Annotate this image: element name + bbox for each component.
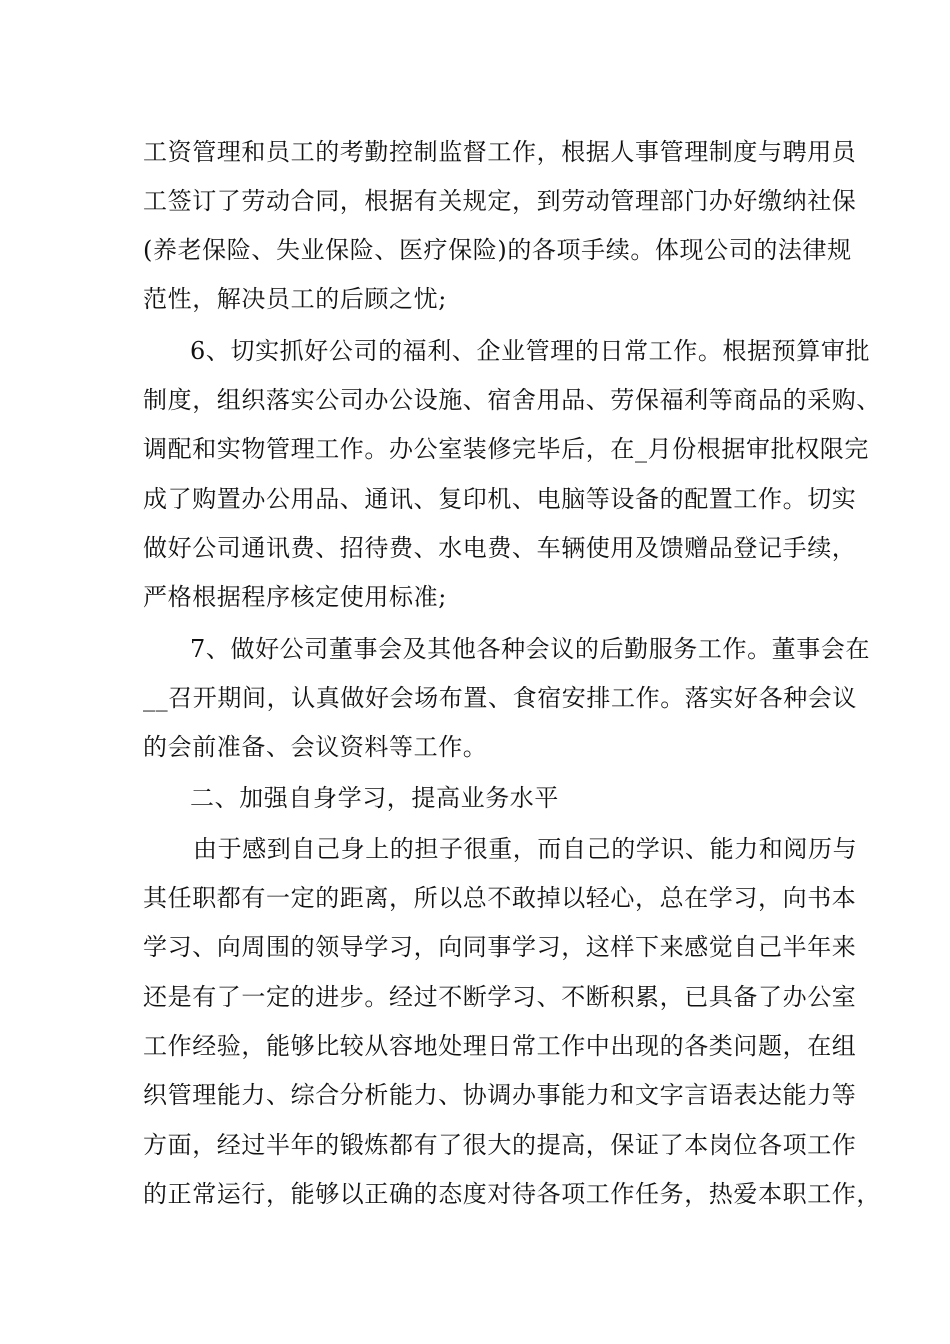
text-line: 还是有了一定的进步。经过不断学习、不断积累，已具备了办公室 (143, 983, 857, 1011)
text-line: __召开期间，认真做好会场布置、食宿安排工作。落实好各种会议 (143, 684, 857, 712)
section-heading: 二、加强自身学习，提高业务水平 (190, 784, 559, 812)
paragraph-first-line: 由于感到自己身上的担子很重，而自己的学识、能力和阅历与 (193, 835, 858, 863)
text-line: 的正常运行，能够以正确的态度对待各项工作任务，热爱本职工作， (143, 1180, 881, 1208)
text-line: (养老保险、失业保险、医疗保险)的各项手续。体现公司的法律规 (143, 236, 852, 264)
text-line: 学习、向周围的领导学习，向同事学习，这样下来感觉自己半年来 (143, 933, 857, 961)
text-line: 方面，经过半年的锻炼都有了很大的提高，保证了本岗位各项工作 (143, 1131, 857, 1159)
text-line: 成了购置办公用品、通讯、复印机、电脑等设备的配置工作。切实 (143, 485, 857, 513)
text-line: 调配和实物管理工作。办公室装修完毕后，在_月份根据审批权限完 (143, 435, 869, 463)
text-line: 制度，组织落实公司办公设施、宿舍用品、劳保福利等商品的采购、 (143, 386, 881, 414)
text-line: 工资管理和员工的考勤控制监督工作，根据人事管理制度与聘用员 (143, 138, 857, 166)
text-line: 工签订了劳动合同，根据有关规定，到劳动管理部门办好缴纳社保 (143, 187, 857, 215)
text-line: 范性，解决员工的后顾之忧; (143, 285, 447, 313)
text-line: 织管理能力、综合分析能力、协调办事能力和文字言语表达能力等 (143, 1081, 857, 1109)
text-line: 做好公司通讯费、招待费、水电费、车辆使用及馈赠品登记手续， (143, 534, 857, 562)
text-line: 的会前准备、会议资料等工作。 (143, 733, 488, 761)
text-line: 工作经验，能够比较从容地处理日常工作中出现的各类问题，在组 (143, 1032, 857, 1060)
paragraph-first-line: 6、切实抓好公司的福利、企业管理的日常工作。根据预算审批 (190, 337, 871, 365)
text-line: 严格根据程序核定使用标准; (143, 583, 447, 611)
text-line: 其任职都有一定的距离，所以总不敢掉以轻心，总在学习，向书本 (143, 884, 857, 912)
paragraph-first-line: 7、做好公司董事会及其他各种会议的后勤服务工作。董事会在 (190, 635, 871, 663)
